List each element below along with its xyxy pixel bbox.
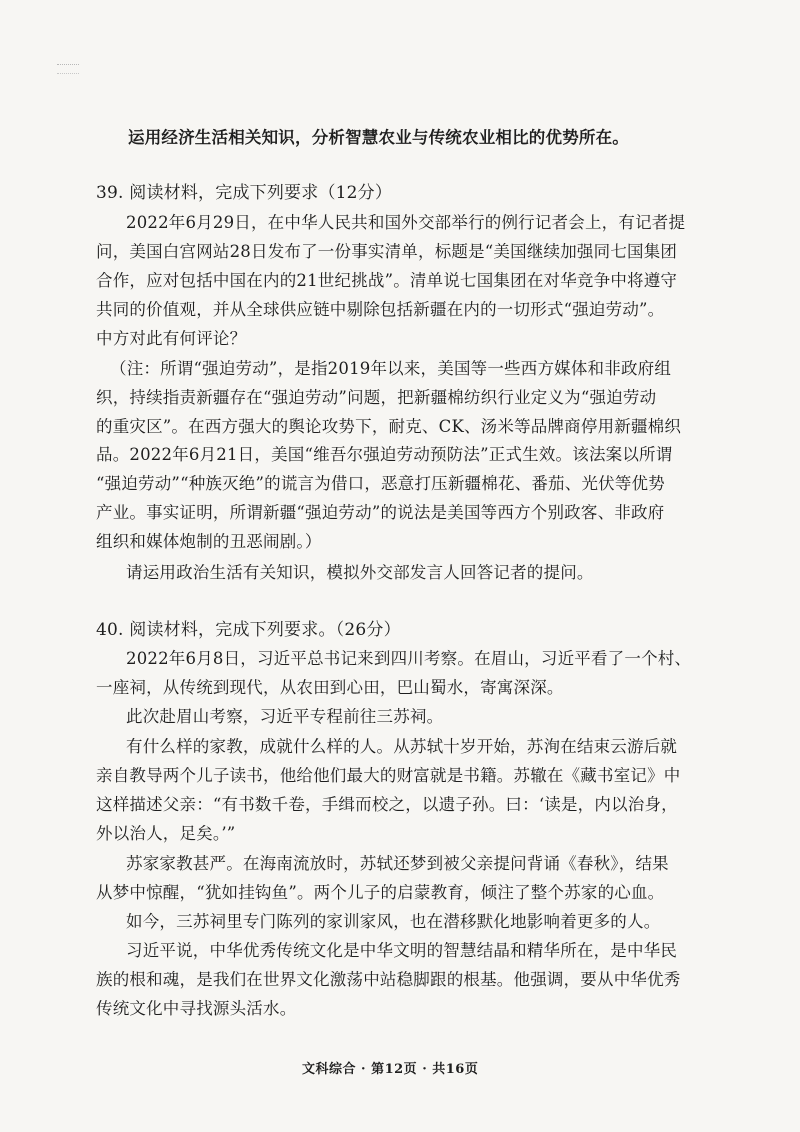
q39-note-line: 织，持续指责新疆存在“强迫劳动”问题，把新疆棉纺织行业定义为“强迫劳动 [96, 388, 657, 407]
q40-material-line: 传统文化中寻找源头活水。 [96, 999, 297, 1018]
q39-note-line: 品。2022年6月21日，美国“维吾尔强迫劳动预防法”正式生效。该法案以所谓 [96, 445, 673, 464]
q40-material-line: 亲自教导两个儿子读书，他给他们最大的财富就是书籍。苏辙在《藏书室记》中 [96, 766, 681, 785]
q39-note-line: 产业。事实证明，所谓新疆“强迫劳动”的说法是美国等西方个别政客、非政府 [96, 503, 665, 522]
q40-material-line: 从梦中惊醒，“犹如挂钩鱼”。两个儿子的启蒙教育，倾注了整个苏家的心血。 [96, 883, 665, 902]
q39-material-line: 共同的价值观，并从全球供应链中剔除包括新疆在内的一切形式“强迫劳动”。 [96, 300, 665, 319]
q39-note-line: “强迫劳动”“种族灭绝”的谎言为借口，恶意打压新疆棉花、番茄、光伏等优势 [96, 474, 665, 493]
q39-task: 请运用政治生活有关知识，模拟外交部发言人回答记者的提问。 [126, 563, 594, 582]
page-footer: 文科综合 · 第12页 · 共16页 [302, 1062, 479, 1077]
q39-note-line: 组织和媒体炮制的丑恶闹剧。） [96, 532, 322, 551]
q40-material-line: 外以治人，足矣。’” [96, 824, 236, 843]
q40-material-line: 此次赴眉山考察，习近平专程前往三苏祠。 [126, 707, 444, 726]
q39-note-line: 的重灾区”。在西方强大的舆论攻势下，耐克、CK、汤米等品牌商停用新疆棉织 [96, 417, 682, 436]
q40-material-line: 苏家家教甚严。在海南流放时，苏轼还梦到被父亲提问背诵《春秋》，结果 [126, 854, 669, 873]
q40-material-line: 有什么样的家教，成就什么样的人。从苏轼十岁开始，苏洵在结束云游后就 [126, 737, 678, 756]
q39-material-line: 问，美国白宫网站28日发布了一份事实清单，标题是“美国继续加强同七国集团 [96, 242, 678, 261]
q40-material-line: 习近平说，中华优秀传统文化是中华文明的智慧结晶和精华所在，是中华民 [126, 941, 678, 960]
scan-mark [57, 64, 79, 74]
q40-material-line: 2022年6月8日，习近平总书记来到四川考察。在眉山，习近平看了一个村、 [126, 649, 692, 668]
intro-instruction: 运用经济生活相关知识，分析智慧农业与传统农业相比的优势所在。 [128, 128, 629, 147]
q39-material-line: 2022年6月29日，在中华人民共和国外交部举行的例行记者会上，有记者提 [126, 213, 686, 232]
q39-material-line: 合作，应对包括中国在内的21世纪挑战”。清单说七国集团在对华竞争中将遵守 [96, 271, 678, 290]
q39-material-line: 中方对此有何评论？ [96, 329, 247, 348]
q40-material-line: 如今，三苏祠里专门陈列的家训家风，也在潜移默化地影响着更多的人。 [126, 912, 661, 931]
question-39-heading: 39. 阅读材料，完成下列要求（12分） [96, 183, 393, 203]
q40-material-line: 一座祠，从传统到现代，从农田到心田，巴山蜀水，寄寓深深。 [96, 678, 564, 697]
q40-material-line: 族的根和魂，是我们在世界文化激荡中站稳脚跟的根基。他强调，要从中华优秀 [96, 970, 681, 989]
q40-material-line: 这样描述父亲：“有书数千卷，手缉而校之，以遗子孙。曰：‘读是，内以治身， [96, 795, 678, 814]
q39-note-line: （注：所谓“强迫劳动”，是指2019年以来，美国等一些西方媒体和非政府组 [110, 359, 672, 378]
question-40-heading: 40. 阅读材料，完成下列要求。（26分） [96, 620, 401, 640]
